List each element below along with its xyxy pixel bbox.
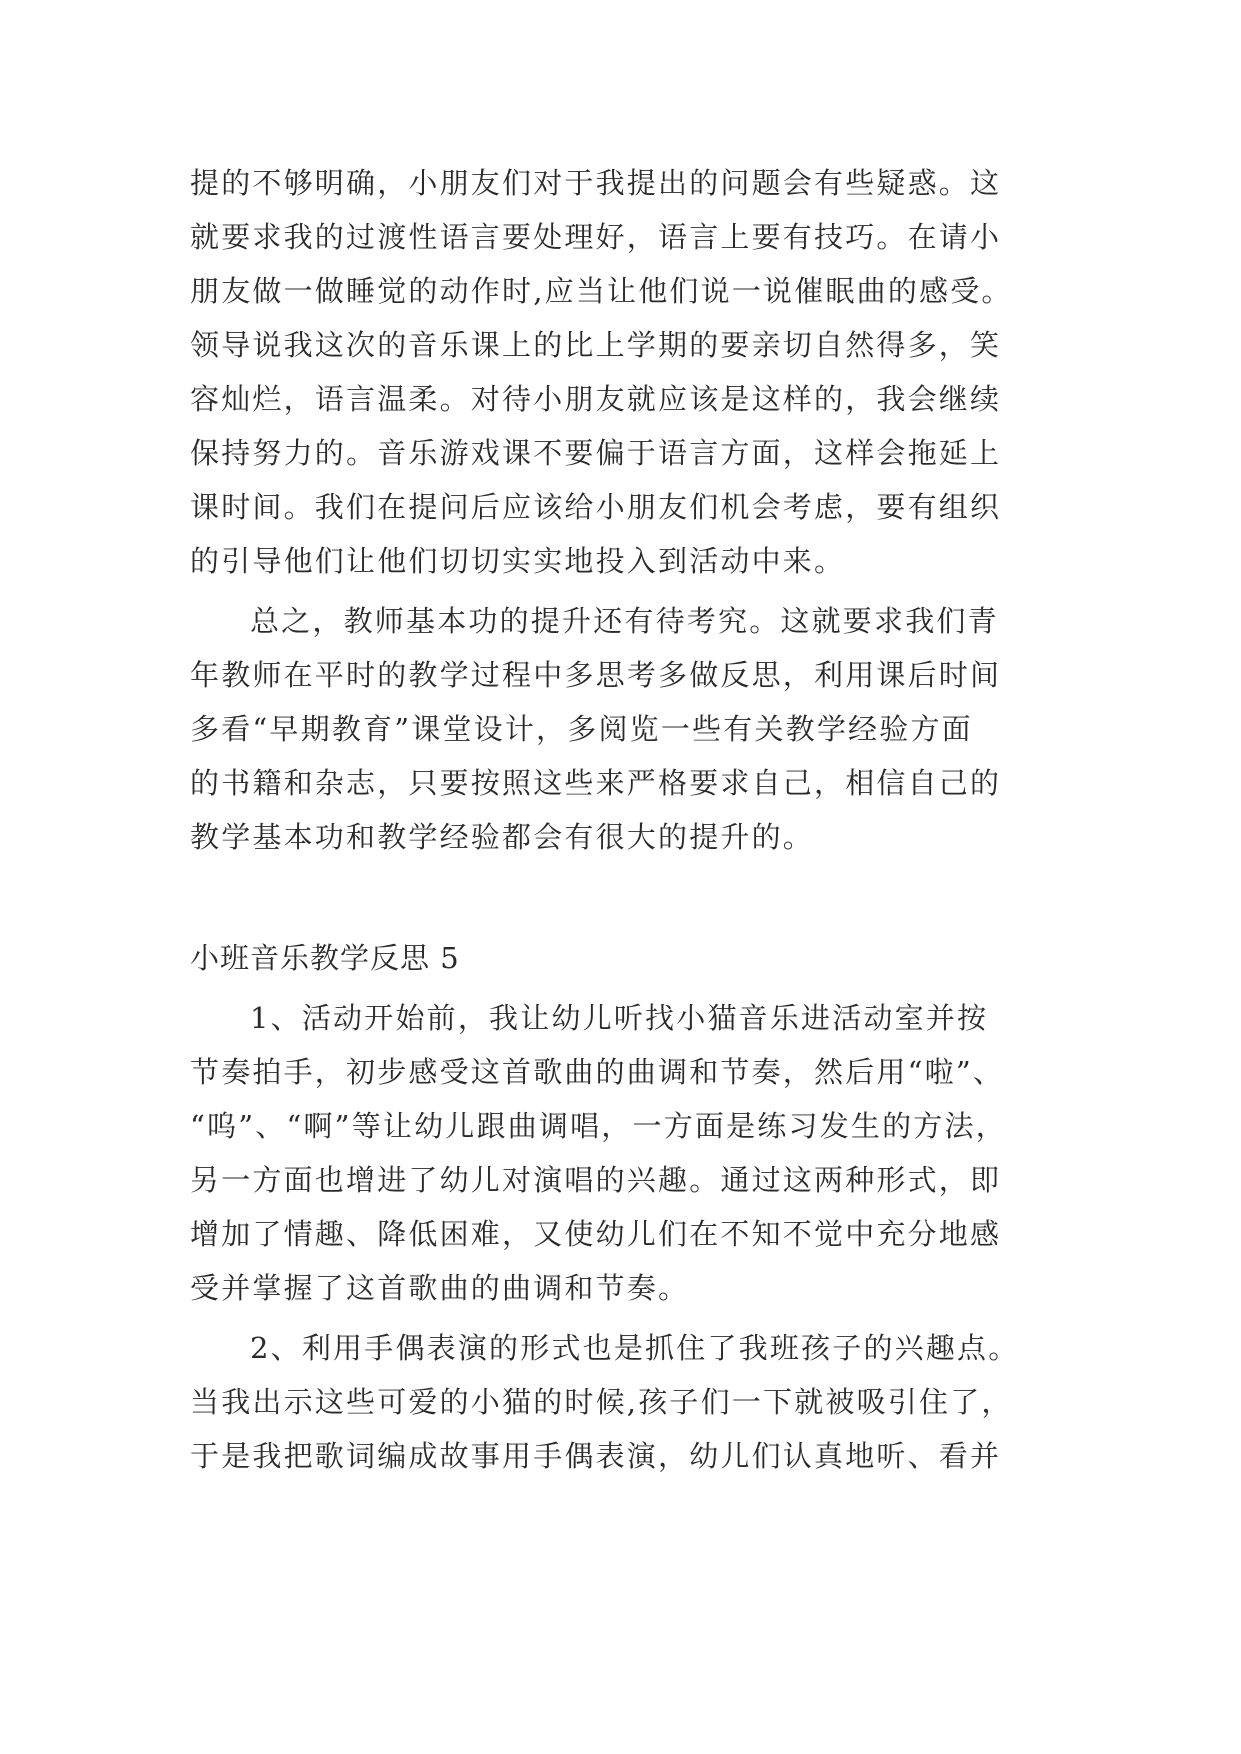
paragraph-4-line-2: 当我出示这些可爱的小猫的时候,孩子们一下就被吸引住了， — [190, 1385, 1013, 1419]
paragraph-4-line-1: 2、利用手偶表演的形式也是抓住了我班孩子的兴趣点。 — [250, 1331, 1020, 1365]
paragraph-2-line-4: 的书籍和杂志，只要按照这些来严格要求自己，相信自己的 — [190, 766, 1002, 800]
paragraph-3-line-5: 增加了情趣、降低困难，又使幼儿们在不知不觉中充分地感 — [190, 1217, 1002, 1251]
paragraph-2-line-5: 教学基本功和教学经验都会有很大的提升的。 — [190, 820, 815, 854]
paragraph-1-line-8: 的引导他们让他们切切实实地投入到活动中来。 — [190, 544, 846, 578]
paragraph-1-line-5: 容灿烂，语言温柔。对待小朋友就应该是这样的，我会继续 — [190, 382, 1002, 416]
paragraph-1-line-7: 课时间。我们在提问后应该给小朋友们机会考虑，要有组织 — [190, 490, 1002, 524]
paragraph-1-line-1: 提的不够明确，小朋友们对于我提出的问题会有些疑惑。这 — [190, 166, 1002, 200]
paragraph-3-line-2: 节奏拍手，初步感受这首歌曲的曲调和节奏，然后用“啦”、 — [190, 1055, 1005, 1089]
paragraph-1-line-6: 保持努力的。音乐游戏课不要偏于语言方面，这样会拖延上 — [190, 436, 1002, 470]
paragraph-3-line-1: 1、活动开始前，我让幼儿听找小猫音乐进活动室并按 — [250, 1001, 989, 1035]
paragraph-3-line-3: “呜”、“啊”等让幼儿跟曲调唱，一方面是练习发生的方法， — [190, 1109, 1007, 1143]
paragraph-2-line-1: 总之，教师基本功的提升还有待考究。这就要求我们青 — [250, 604, 999, 638]
paragraph-4-line-3: 于是我把歌词编成故事用手偶表演，幼儿们认真地听、看并 — [190, 1439, 1002, 1473]
paragraph-2-line-3: 多看“早期教育”课堂设计，多阅览一些有关教学经验方面 — [190, 712, 973, 746]
paragraph-3-line-4: 另一方面也增进了幼儿对演唱的兴趣。通过这两种形式，即 — [190, 1163, 1002, 1197]
paragraph-1-line-3: 朋友做一做睡觉的动作时,应当让他们说一说催眠曲的感受。 — [190, 274, 1013, 308]
paragraph-3-line-6: 受并掌握了这首歌曲的曲调和节奏。 — [190, 1271, 690, 1305]
paragraph-1-line-2: 就要求我的过渡性语言要处理好，语言上要有技巧。在请小 — [190, 220, 1002, 254]
section-heading: 小班音乐教学反思 5 — [190, 941, 460, 975]
paragraph-2-line-2: 年教师在平时的教学过程中多思考多做反思，利用课后时间 — [190, 658, 1002, 692]
paragraph-1-line-4: 领导说我这次的音乐课上的比上学期的要亲切自然得多，笑 — [190, 328, 1002, 362]
